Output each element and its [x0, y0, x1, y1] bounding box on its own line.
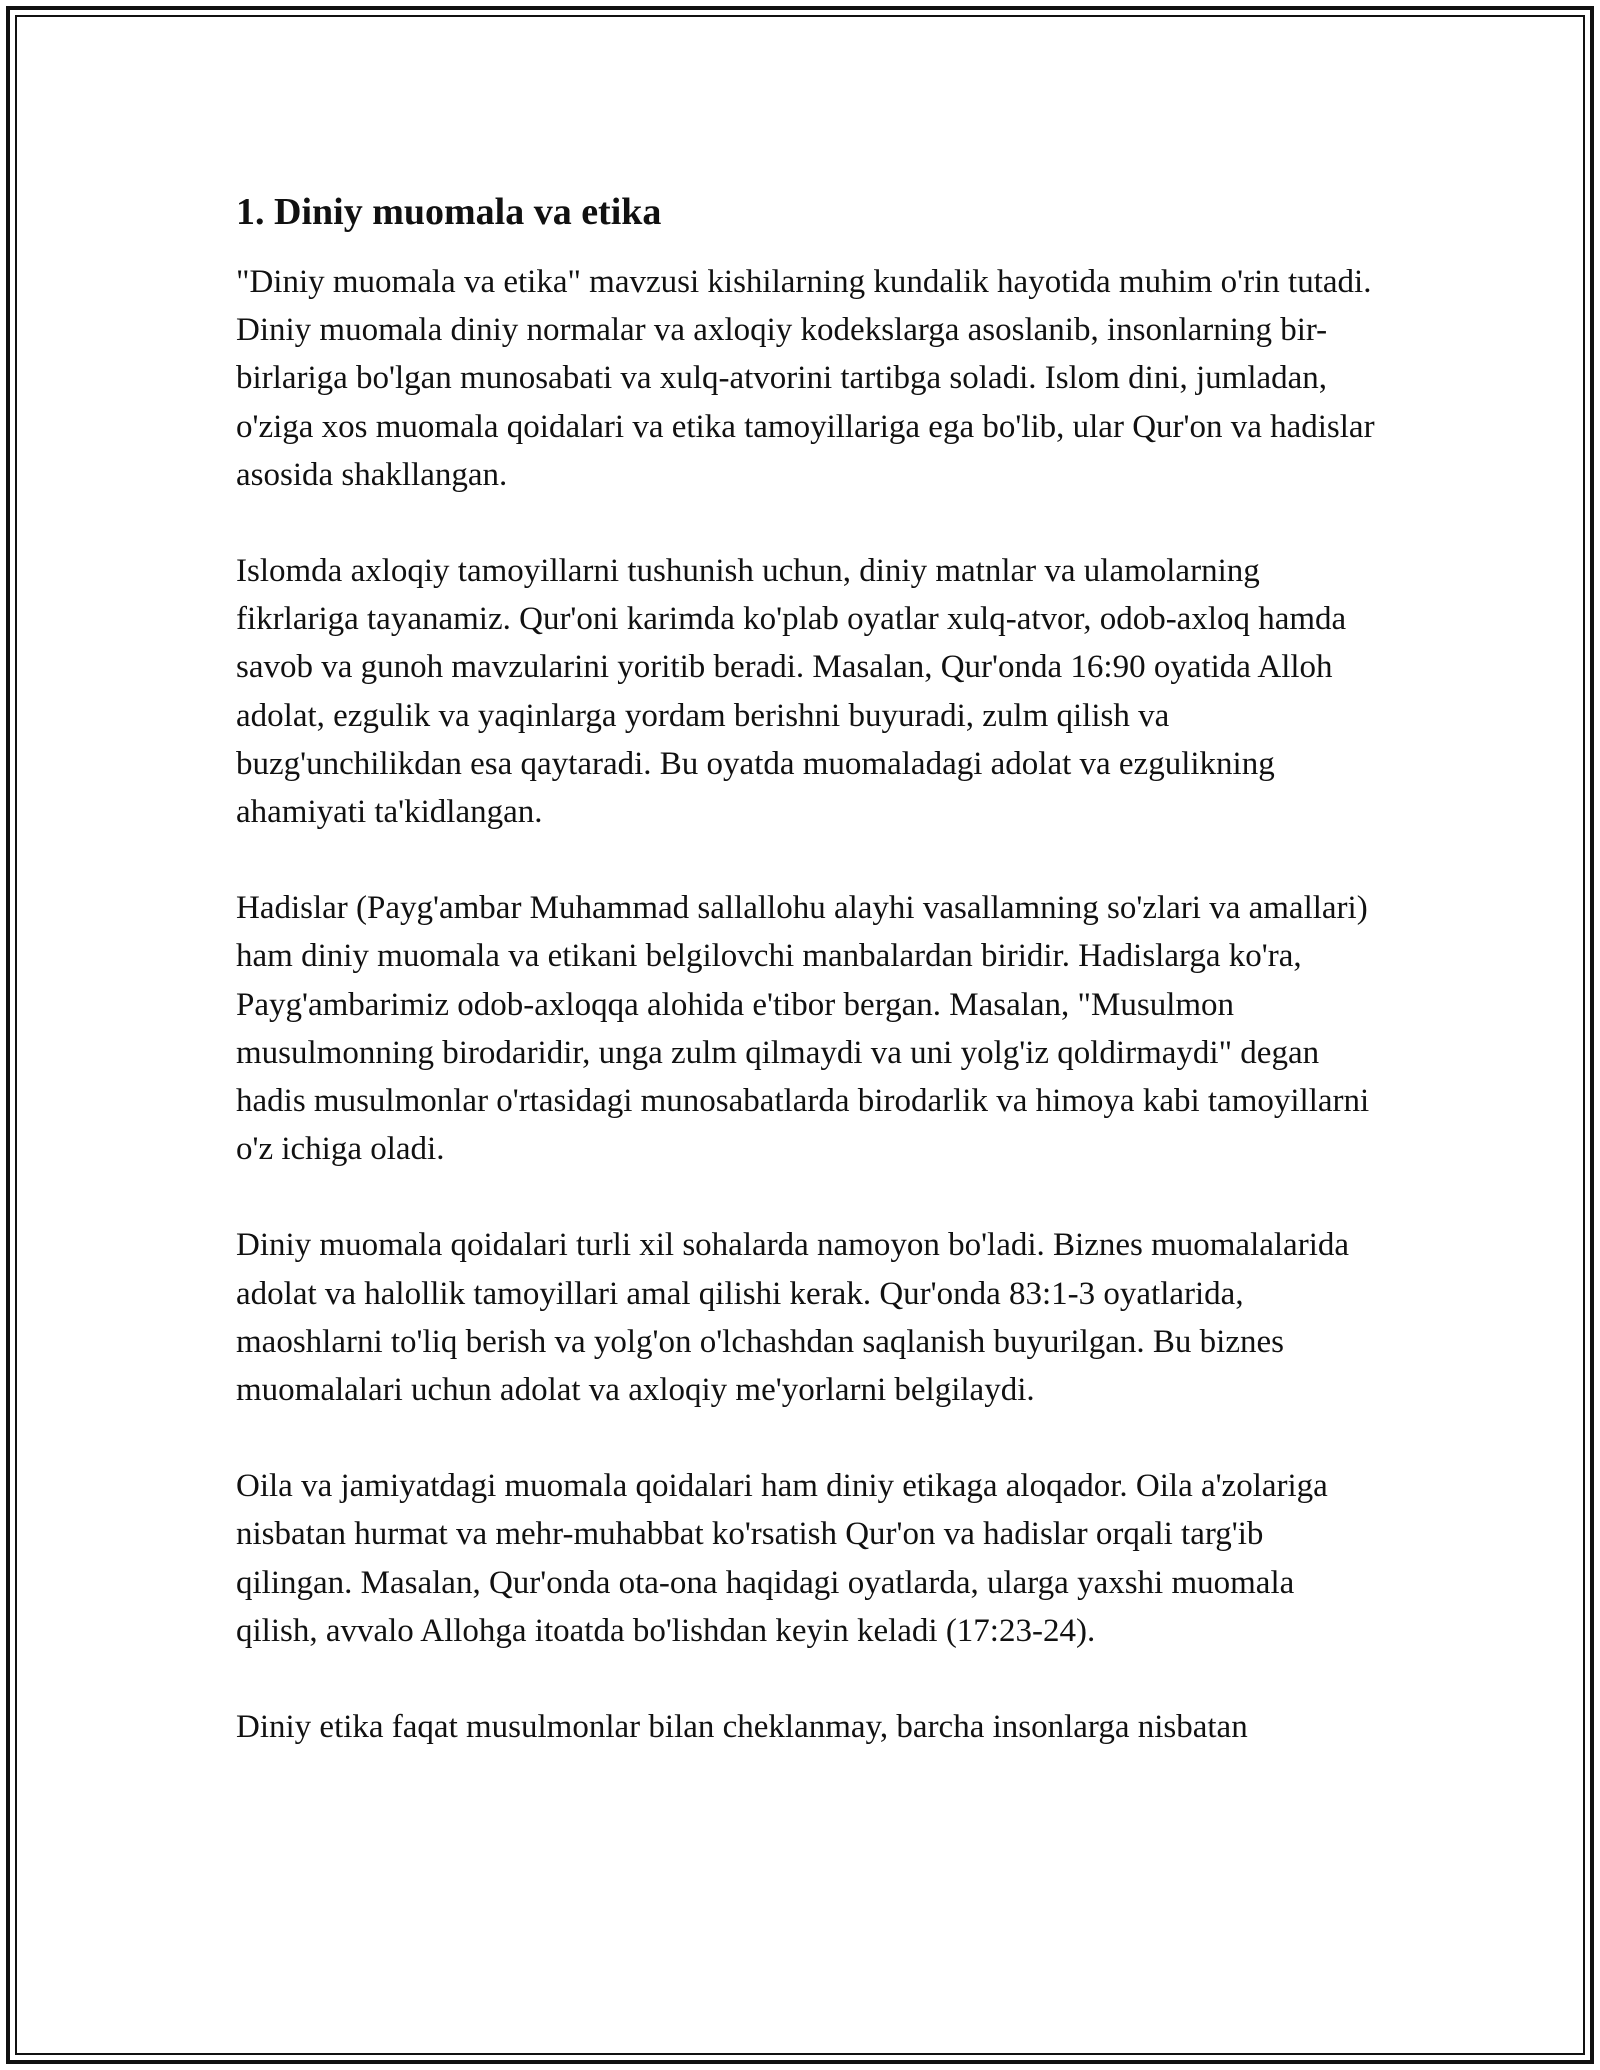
section-heading: 1. Diniy muomala va etika	[236, 191, 662, 233]
paragraph-intro: "Diniy muomala va etika" mavzusi kishilarning kundalik hayotida muhim o'rin tutadi. Diniy muomala diniy normalar va axloqiy kodekslarga asoslanib, insonlarning bir-birlariga bo'lgan munosabati va xulq-atvorini tartibga soladi. Islom dini, jumladan, o'ziga xos muomala qoidalari va etika tamoyillariga ega bo'lib, ular Qur'on va hadislar asosida shakllangan.	[236, 264, 1375, 493]
paragraph-hadith: Hadislar (Payg'ambar Muhammad sallallohu alayhi vasallamning so'zlari va amallari) ham diniy muomala va etikani belgilovchi manbalardan biridir. Hadislarga ko'ra, Payg'ambarimiz odob-axloqqa alohida e'tibor bergan. Masalan, "Musulmon musulmonning birodaridir, unga zulm qilmaydi va uni yolg'iz qoldirmaydi" degan hadis musulmonlar o'rtasidagi munosabatlarda birodarlik va himoya kabi tamoyillarni o'z ichiga oladi.	[236, 890, 1370, 1168]
paragraph-quran-ethics: Islomda axloqiy tamoyillarni tushunish uchun, diniy matnlar va ulamolarning fikrlariga tayanamiz. Qur'oni karimda ko'plab oyatlar xulq-atvor, odob-axloq hamda savob va gunoh mavzularini yoritib beradi. Masalan, Qur'onda 16:90 oyatida Alloh adolat, ezgulik va yaqinlarga yordam berishni buyuradi, zulm qilish va buzg'unchilikdan esa qaytaradi. Bu oyatda muomaladagi adolat va ezgulikning ahamiyati ta'kidlangan.	[236, 553, 1347, 831]
paragraph-universal-ethics: Diniy etika faqat musulmonlar bilan cheklanmay, barcha insonlarga nisbatan	[236, 1709, 1248, 1746]
paragraph-family: Oila va jamiyatdagi muomala qoidalari ham diniy etikaga aloqador. Oila a'zolariga nisbatan hurmat va mehr-muhabbat ko'rsatish Qur'on va hadislar orqali targ'ib qilingan. Masalan, Qur'onda ota-ona haqidagi oyatlarda, ularga yaxshi muomala qilish, avvalo Allohga itoatda bo'lishdan keyin keladi (17:23-24).	[236, 1468, 1328, 1649]
paragraph-business: Diniy muomala qoidalari turli xil sohalarda namoyon bo'ladi. Biznes muomalalarida adolat va halollik tamoyillari amal qilishi kerak. Qur'onda 83:1-3 oyatlarida, maoshlarni to'liq berish va yolg'on o'lchashdan saqlanish buyurilgan. Bu biznes muomalalari uchun adolat va axloqiy me'yorlarni belgilaydi.	[236, 1227, 1350, 1409]
document-body	[236, 184, 1376, 1799]
